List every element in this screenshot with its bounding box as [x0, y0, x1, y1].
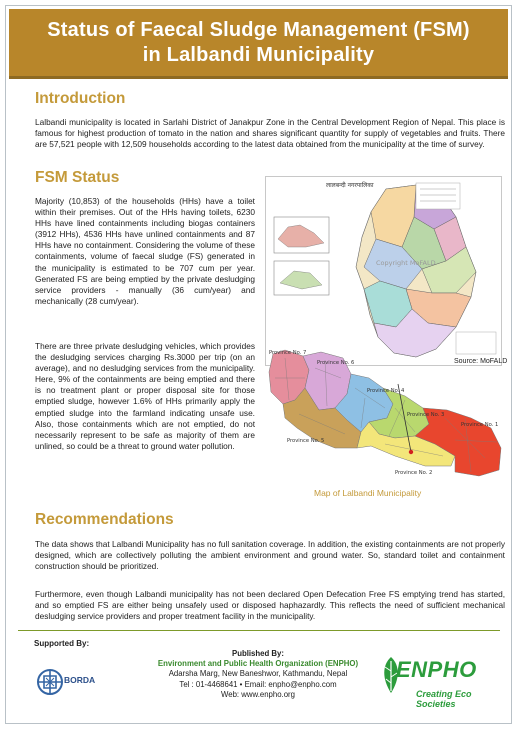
fsm-status-para-2: There are three private desludging vehicles, which provides the desludging services charging Rs.3000 per trip (on an average), and no desludging services from the municipality. Here, 9% of the containments are being emptied and there is no treatment plant or proper disposal site for those emptied sludge, however 1.6% of HHs primarily apply the emptied sludge into the farmland indicating unsafe use. Also, those containments which are not emptied, do not necessarily represent to be safe as majority of them are unlined, so could be a threat to ground water pollution.	[35, 341, 255, 451]
province-1-label: Province No. 1	[461, 422, 499, 428]
published-by-label: Published By:	[232, 649, 284, 658]
publisher-address: Adarsha Marg, New Baneshwor, Kathmandu, Nepal	[168, 669, 348, 679]
introduction-heading: Introduction	[35, 90, 126, 107]
province-5-label: Province No. 5	[287, 438, 325, 444]
province-7-label: Province No. 7	[269, 350, 307, 356]
map-inset-title: लालबन्दी नगरपालिका	[326, 182, 374, 189]
fsm-status-heading: FSM Status	[35, 169, 120, 186]
enpho-logo	[378, 653, 508, 715]
publisher-block	[146, 649, 370, 700]
enpho-logo-text: ENPHO	[396, 657, 477, 682]
recommendations-para-1: The data shows that Lalbandi Municipality has no full sanitation coverage. In addition, the existing containments are not properly designed, which are collectively polluting the ambient environment and ground water. So, standard toilet and containment construction should be prioritized.	[35, 539, 505, 572]
recommendations-heading: Recommendations	[35, 511, 174, 528]
supported-by-label: Supported By:	[34, 639, 90, 648]
map-caption: Map of Lalbandi Municipality	[314, 488, 422, 498]
title-banner	[9, 9, 508, 79]
publisher-contact: Tel : 01-4468641 • Email: enpho@enpho.com	[179, 679, 337, 689]
province-2-label: Province No. 2	[395, 470, 433, 476]
publisher-web: Web: www.enpho.org	[221, 689, 295, 699]
map-watermark: Copyright MoFALD	[376, 259, 436, 267]
footer-divider	[18, 630, 500, 631]
province-4-label: Province No. 4	[367, 388, 405, 394]
publisher-org: Environment and Public Health Organization (ENPHO)	[157, 659, 359, 669]
borda-label: BORDA	[64, 675, 96, 685]
title-line-1: Status of Faecal Sludge Management (FSM)	[47, 18, 470, 41]
municipality-map-graphic	[266, 177, 501, 365]
province-3-label: Province No. 3	[407, 412, 445, 418]
poster-page	[5, 5, 512, 724]
municipality-map	[265, 176, 502, 366]
nepal-province-map	[265, 348, 507, 488]
province-6-label: Province No. 6	[317, 360, 355, 366]
fsm-status-para-1: Majority (10,853) of the households (HHs) have a toilet within their premises. Out of the HHs having toilets, 6230 HHs have lined containments including biogas containers (3912 HHs), 4536 HHs have unlined containments and 87 HHs have no containment. Considering the volume of these containments, volume of faecal sludge (FS) generated in the municipality is estimated to be 707 cum per year. Generated FS are being emptied by the private desludging service providers - manually (36 cum/year) and mechanically (28 cum/year).	[35, 196, 255, 306]
enpho-tagline: Creating Eco Societies	[416, 689, 472, 709]
introduction-text: Lalbandi municipality is located in Sarlahi District of Janakpur Zone in the Central Development Region of Nepal. This place is famous for highest production of tomato in the nation and shares significant quantity for supply of vegetables and fruits. There are 57,521 people with 12,509 households according to the latest data obtained from the municipality at the time of survey.	[35, 117, 505, 150]
recommendations-para-2: Furthermore, even though Lalbandi municipality has not been declared Open Defecation Free FS emptying trend has started, and so emptied FS are either being unsafely used or disposed haphazardly. This reflects the need of sufficient mechanical desludging service providers and proper treatment facility in the municipality.	[35, 589, 505, 622]
map-source: Source: MoFALD	[454, 358, 508, 365]
title-line-2: in Lalbandi Municipality	[142, 43, 375, 66]
borda-logo	[36, 656, 96, 712]
